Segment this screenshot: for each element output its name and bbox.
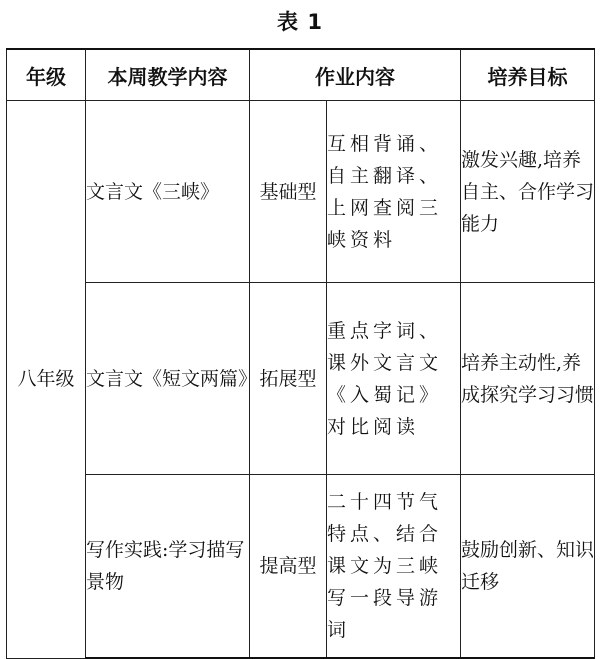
grade-cell: 八年级 [7,101,86,659]
teaching-content-cell: 写作实践:学习描写景物 [86,475,250,659]
table-row [7,283,595,475]
table-row [7,101,595,283]
teaching-content-cell: 文言文《短文两篇》 [86,283,250,475]
training-goal-cell: 激发兴趣,培养自主、合作学习能力 [461,101,595,283]
teaching-content-cell: 文言文《三峡》 [86,101,250,283]
homework-type-cell: 提高型 [250,475,327,659]
header-training-goal: 培养目标 [461,49,595,101]
training-goal-cell: 鼓励创新、知识迁移 [461,475,595,659]
table-row [7,475,595,659]
homework-detail-cell: 重点字词、课外文言文《入蜀记》对比阅读 [327,283,461,475]
training-goal-cell: 培养主动性,养成探究学习习惯 [461,283,595,475]
homework-detail-cell: 互相背诵、自主翻译、上网查阅三峡资料 [327,101,461,283]
header-teaching-content: 本周教学内容 [86,49,250,101]
homework-type-cell: 基础型 [250,101,327,283]
header-grade: 年级 [7,49,86,101]
homework-type-cell: 拓展型 [250,283,327,475]
table-caption: 表 1 [277,10,323,34]
homework-table [6,48,595,659]
header-homework-content: 作业内容 [250,49,461,101]
header-row [7,49,595,101]
homework-detail-cell: 二十四节气特点、结合课文为三峡写一段导游词 [327,475,461,659]
